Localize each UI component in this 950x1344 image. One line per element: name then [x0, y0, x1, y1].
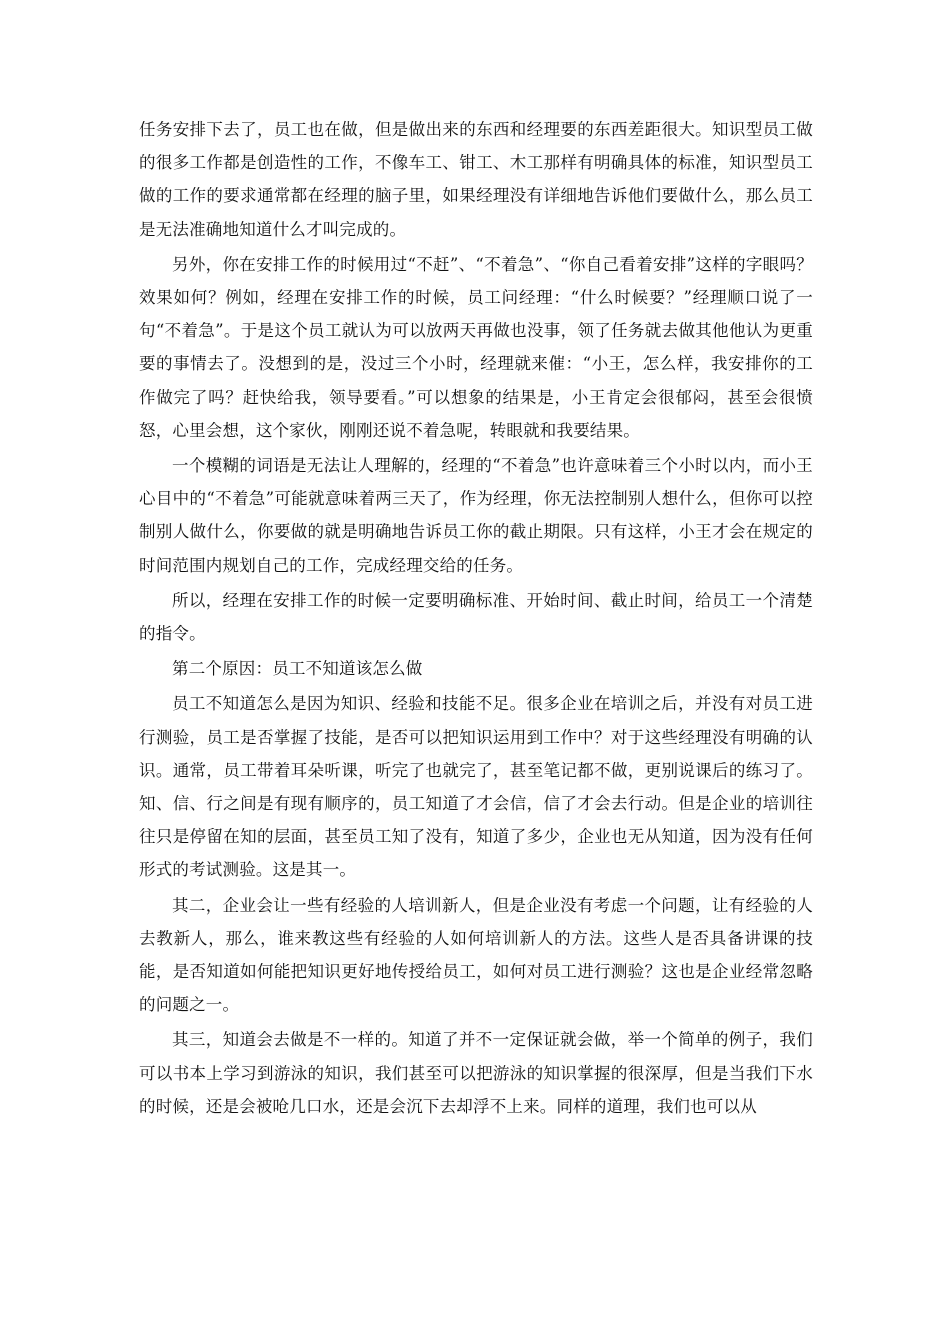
section-heading: 第二个原因：员工不知道该怎么做 — [172, 659, 423, 679]
paragraph: 其二，企业会让一些有经验的人培训新人，但是企业没有考虑一个问题，让有经验的人去教新人，那么，谁来教这些有经验的人如何培训新人的方法。这些人是否具备讲课的技能，是否知道如何能把知识更好地传授给员工，如何对员工进行测验？这也是企业经常忽略的问题之一。 — [139, 895, 813, 1015]
paragraph: 所以，经理在安排工作的时候一定要明确标准、开始时间、截止时间，给员工一个清楚的指令。 — [139, 590, 813, 644]
paragraph: 另外，你在安排工作的时候用过“不赶”、“不着急”、“你自己看着安排”这样的字眼吗？效果如何？例如，经理在安排工作的时候，员工问经理：“什么时候要？”经理顺口说了一句“不着急”。于是这个员工就认为可以放两天再做也没事，领了任务就去做其他他认为更重要的事情去了。没想到的是，没过三个小时，经理就来催：“小王，怎么样，我安排你的工作做完了吗？赶快给我，领导要看。”可以想象的结果是，小王肯定会很郁闷，甚至会很愤怒，心里会想，这个家伙，刚刚还说不着急呢，转眼就和我要结果。 — [139, 254, 813, 440]
paragraph: 一个模糊的词语是无法让人理解的，经理的“不着急”也许意味着三个小时以内，而小王心目中的“不着急”可能就意味着两三天了，作为经理，你无法控制别人想什么，但你可以控制别人做什么，你要做的就是明确地告诉员工你的截止期限。只有这样，小王才会在规定的时间范围内规划自己的工作，完成经理交给的任务。 — [139, 456, 813, 575]
paragraph-continuation: 任务安排下去了，员工也在做，但是做出来的东西和经理要的东西差距很大。知识型员工做的很多工作都是创造性的工作，不像车工、钳工、木工那样有明确具体的标准，知识型员工做的工作的要求通常都在经理的脑子里，如果经理没有详细地告诉他们要做什么，那么员工是无法准确地知道什么才叫完成的。 — [139, 120, 813, 239]
document-body — [139, 113, 813, 1125]
paragraph: 其三，知道会去做是不一样的。知道了并不一定保证就会做，举一个简单的例子，我们可以书本上学习到游泳的知识，我们甚至可以把游泳的知识掌握的很深厚，但是当我们下水的时候，还是会被呛几口水，还是会沉下去却浮不上来。同样的道理，我们也可以从 — [139, 1030, 813, 1116]
paragraph: 员工不知道怎么是因为知识、经验和技能不足。很多企业在培训之后，并没有对员工进行测验，员工是否掌握了技能，是否可以把知识运用到工作中？对于这些经理没有明确的认识。通常，员工带着耳朵听课，听完了也就完了，甚至笔记都不做，更别说课后的练习了。知、信、行之间是有现有顺序的，员工知道了才会信，信了才会去行动。但是企业的培训往往只是停留在知的层面，甚至员工知了没有，知道了多少，企业也无从知道，因为没有任何形式的考试测验。这是其一。 — [139, 694, 813, 880]
